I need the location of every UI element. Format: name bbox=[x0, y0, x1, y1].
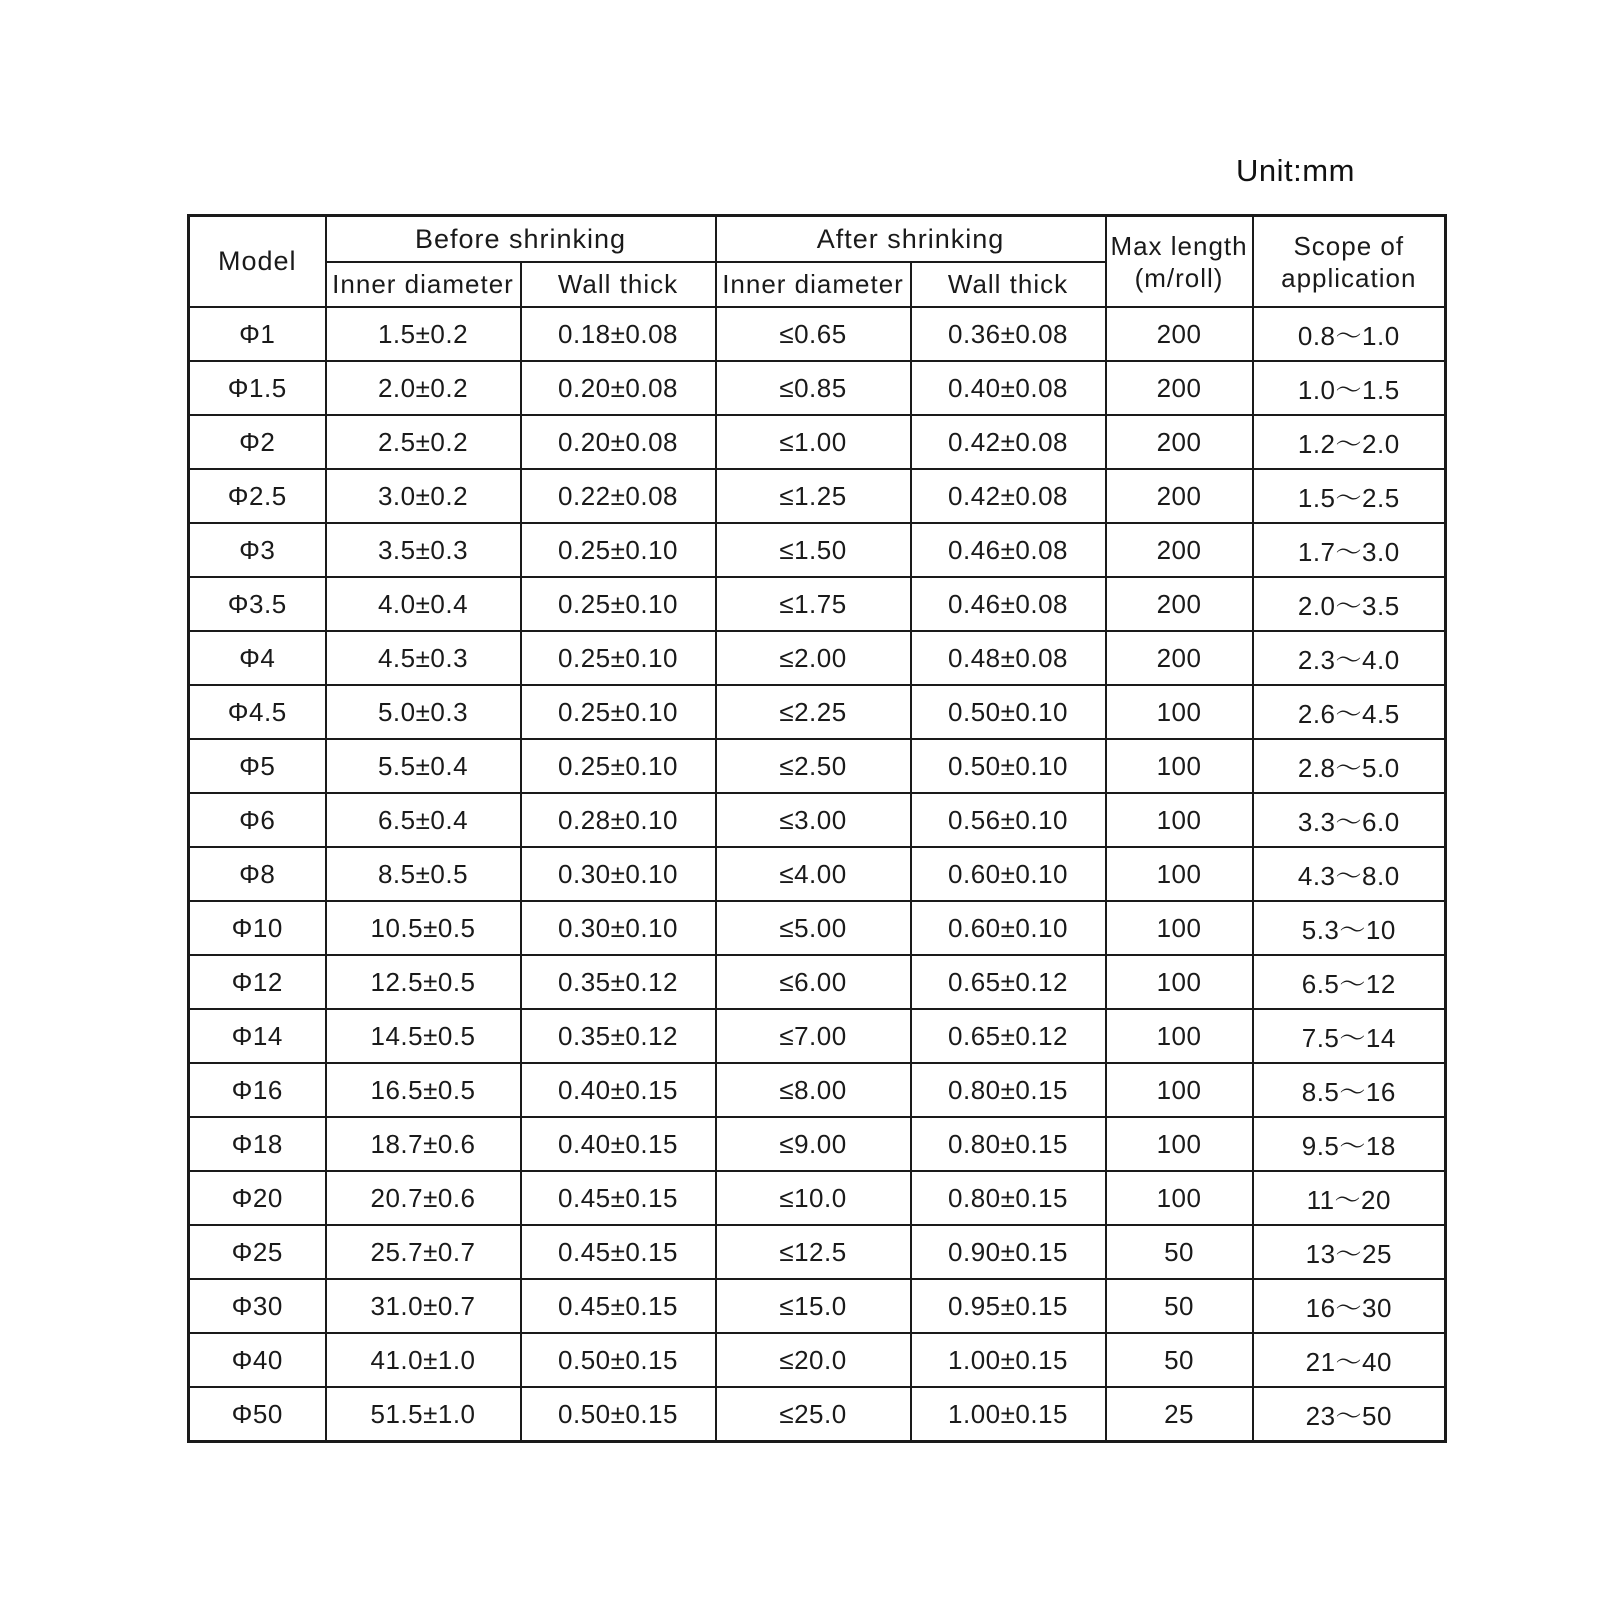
cell-after-wall-thick: 0.48±0.08 bbox=[911, 631, 1106, 685]
table-row bbox=[189, 1171, 1446, 1225]
cell-after-wall-thick: 0.90±0.15 bbox=[911, 1225, 1106, 1279]
cell-model: Φ4 bbox=[189, 631, 326, 685]
cell-model: Φ16 bbox=[189, 1063, 326, 1117]
cell-before-wall-thick: 0.28±0.10 bbox=[521, 793, 716, 847]
cell-after-inner-diameter: ≤0.65 bbox=[716, 307, 911, 361]
header-model: Model bbox=[189, 216, 326, 308]
cell-model: Φ3.5 bbox=[189, 577, 326, 631]
cell-scope: 5.3～10 bbox=[1253, 901, 1446, 955]
cell-max-length: 50 bbox=[1106, 1225, 1253, 1279]
cell-after-inner-diameter: ≤15.0 bbox=[716, 1279, 911, 1333]
cell-before-wall-thick: 0.25±0.10 bbox=[521, 739, 716, 793]
cell-max-length: 200 bbox=[1106, 415, 1253, 469]
header-before-shrinking: Before shrinking bbox=[326, 216, 716, 263]
cell-model: Φ10 bbox=[189, 901, 326, 955]
cell-before-wall-thick: 0.50±0.15 bbox=[521, 1387, 716, 1442]
cell-after-inner-diameter: ≤2.00 bbox=[716, 631, 911, 685]
table-row bbox=[189, 1333, 1446, 1387]
cell-after-inner-diameter: ≤0.85 bbox=[716, 361, 911, 415]
cell-before-wall-thick: 0.35±0.12 bbox=[521, 1009, 716, 1063]
cell-scope: 2.8～5.0 bbox=[1253, 739, 1446, 793]
cell-model: Φ4.5 bbox=[189, 685, 326, 739]
table-row bbox=[189, 1009, 1446, 1063]
table-row bbox=[189, 1387, 1446, 1442]
cell-before-wall-thick: 0.18±0.08 bbox=[521, 307, 716, 361]
cell-scope: 1.0～1.5 bbox=[1253, 361, 1446, 415]
cell-scope: 8.5～16 bbox=[1253, 1063, 1446, 1117]
cell-after-wall-thick: 0.65±0.12 bbox=[911, 955, 1106, 1009]
cell-max-length: 200 bbox=[1106, 361, 1253, 415]
cell-before-wall-thick: 0.40±0.15 bbox=[521, 1117, 716, 1171]
cell-before-wall-thick: 0.20±0.08 bbox=[521, 415, 716, 469]
cell-after-inner-diameter: ≤4.00 bbox=[716, 847, 911, 901]
cell-after-inner-diameter: ≤3.00 bbox=[716, 793, 911, 847]
cell-max-length: 200 bbox=[1106, 523, 1253, 577]
cell-after-inner-diameter: ≤12.5 bbox=[716, 1225, 911, 1279]
cell-scope: 23～50 bbox=[1253, 1387, 1446, 1442]
cell-model: Φ5 bbox=[189, 739, 326, 793]
cell-after-inner-diameter: ≤5.00 bbox=[716, 901, 911, 955]
cell-max-length: 50 bbox=[1106, 1333, 1253, 1387]
header-row-top bbox=[189, 216, 1446, 263]
cell-after-wall-thick: 1.00±0.15 bbox=[911, 1387, 1106, 1442]
cell-max-length: 50 bbox=[1106, 1279, 1253, 1333]
cell-after-wall-thick: 0.60±0.10 bbox=[911, 847, 1106, 901]
cell-scope: 0.8～1.0 bbox=[1253, 307, 1446, 361]
cell-max-length: 100 bbox=[1106, 793, 1253, 847]
cell-before-wall-thick: 0.20±0.08 bbox=[521, 361, 716, 415]
cell-max-length: 200 bbox=[1106, 577, 1253, 631]
cell-model: Φ8 bbox=[189, 847, 326, 901]
cell-scope: 13～25 bbox=[1253, 1225, 1446, 1279]
cell-model: Φ30 bbox=[189, 1279, 326, 1333]
unit-label: Unit:mm bbox=[1236, 153, 1355, 188]
header-max-length-line1: Max length bbox=[1110, 230, 1248, 261]
cell-after-inner-diameter: ≤25.0 bbox=[716, 1387, 911, 1442]
cell-model: Φ20 bbox=[189, 1171, 326, 1225]
cell-after-wall-thick: 0.80±0.15 bbox=[911, 1117, 1106, 1171]
cell-before-wall-thick: 0.22±0.08 bbox=[521, 469, 716, 523]
cell-scope: 6.5～12 bbox=[1253, 955, 1446, 1009]
cell-before-inner-diameter: 12.5±0.5 bbox=[326, 955, 521, 1009]
cell-before-inner-diameter: 18.7±0.6 bbox=[326, 1117, 521, 1171]
cell-before-inner-diameter: 20.7±0.6 bbox=[326, 1171, 521, 1225]
cell-before-wall-thick: 0.45±0.15 bbox=[521, 1279, 716, 1333]
table-row bbox=[189, 577, 1446, 631]
cell-before-inner-diameter: 6.5±0.4 bbox=[326, 793, 521, 847]
cell-after-inner-diameter: ≤1.50 bbox=[716, 523, 911, 577]
table-row bbox=[189, 361, 1446, 415]
cell-model: Φ12 bbox=[189, 955, 326, 1009]
cell-after-wall-thick: 0.80±0.15 bbox=[911, 1171, 1106, 1225]
table-row bbox=[189, 739, 1446, 793]
cell-model: Φ1.5 bbox=[189, 361, 326, 415]
cell-scope: 2.3～4.0 bbox=[1253, 631, 1446, 685]
header-after-inner-diameter: Inner diameter bbox=[716, 262, 911, 307]
cell-after-wall-thick: 0.40±0.08 bbox=[911, 361, 1106, 415]
cell-max-length: 100 bbox=[1106, 847, 1253, 901]
cell-scope: 16～30 bbox=[1253, 1279, 1446, 1333]
cell-after-inner-diameter: ≤2.25 bbox=[716, 685, 911, 739]
cell-before-wall-thick: 0.25±0.10 bbox=[521, 631, 716, 685]
cell-after-inner-diameter: ≤20.0 bbox=[716, 1333, 911, 1387]
cell-before-inner-diameter: 10.5±0.5 bbox=[326, 901, 521, 955]
cell-after-wall-thick: 0.50±0.10 bbox=[911, 685, 1106, 739]
cell-before-inner-diameter: 3.5±0.3 bbox=[326, 523, 521, 577]
cell-scope: 3.3～6.0 bbox=[1253, 793, 1446, 847]
cell-model: Φ25 bbox=[189, 1225, 326, 1279]
cell-after-inner-diameter: ≤6.00 bbox=[716, 955, 911, 1009]
cell-after-wall-thick: 1.00±0.15 bbox=[911, 1333, 1106, 1387]
cell-before-wall-thick: 0.25±0.10 bbox=[521, 577, 716, 631]
cell-before-wall-thick: 0.45±0.15 bbox=[521, 1171, 716, 1225]
cell-scope: 1.5～2.5 bbox=[1253, 469, 1446, 523]
header-max-length bbox=[1106, 216, 1253, 308]
header-after-wall-thick: Wall thick bbox=[911, 262, 1106, 307]
cell-before-wall-thick: 0.50±0.15 bbox=[521, 1333, 716, 1387]
table-row bbox=[189, 415, 1446, 469]
table-row bbox=[189, 793, 1446, 847]
header-before-inner-diameter: Inner diameter bbox=[326, 262, 521, 307]
cell-model: Φ50 bbox=[189, 1387, 326, 1442]
table-row bbox=[189, 1117, 1446, 1171]
cell-before-inner-diameter: 4.5±0.3 bbox=[326, 631, 521, 685]
cell-model: Φ2 bbox=[189, 415, 326, 469]
table-row bbox=[189, 307, 1446, 361]
cell-scope: 1.2～2.0 bbox=[1253, 415, 1446, 469]
cell-after-wall-thick: 0.46±0.08 bbox=[911, 577, 1106, 631]
cell-before-wall-thick: 0.40±0.15 bbox=[521, 1063, 716, 1117]
cell-model: Φ1 bbox=[189, 307, 326, 361]
cell-scope: 2.0～3.5 bbox=[1253, 577, 1446, 631]
cell-model: Φ18 bbox=[189, 1117, 326, 1171]
cell-max-length: 100 bbox=[1106, 685, 1253, 739]
cell-max-length: 25 bbox=[1106, 1387, 1253, 1442]
cell-before-inner-diameter: 14.5±0.5 bbox=[326, 1009, 521, 1063]
table-row bbox=[189, 955, 1446, 1009]
cell-before-inner-diameter: 51.5±1.0 bbox=[326, 1387, 521, 1442]
cell-max-length: 100 bbox=[1106, 901, 1253, 955]
cell-before-inner-diameter: 1.5±0.2 bbox=[326, 307, 521, 361]
table-row bbox=[189, 469, 1446, 523]
cell-before-inner-diameter: 5.5±0.4 bbox=[326, 739, 521, 793]
cell-after-wall-thick: 0.50±0.10 bbox=[911, 739, 1106, 793]
cell-after-wall-thick: 0.65±0.12 bbox=[911, 1009, 1106, 1063]
cell-max-length: 200 bbox=[1106, 631, 1253, 685]
cell-after-inner-diameter: ≤7.00 bbox=[716, 1009, 911, 1063]
cell-before-wall-thick: 0.25±0.10 bbox=[521, 685, 716, 739]
cell-max-length: 100 bbox=[1106, 739, 1253, 793]
cell-scope: 21～40 bbox=[1253, 1333, 1446, 1387]
cell-before-wall-thick: 0.30±0.10 bbox=[521, 847, 716, 901]
cell-before-inner-diameter: 8.5±0.5 bbox=[326, 847, 521, 901]
cell-model: Φ40 bbox=[189, 1333, 326, 1387]
cell-after-inner-diameter: ≤1.00 bbox=[716, 415, 911, 469]
spec-table bbox=[187, 214, 1447, 1443]
cell-before-wall-thick: 0.25±0.10 bbox=[521, 523, 716, 577]
table-row bbox=[189, 1279, 1446, 1333]
cell-after-wall-thick: 0.42±0.08 bbox=[911, 415, 1106, 469]
cell-after-inner-diameter: ≤1.25 bbox=[716, 469, 911, 523]
cell-before-inner-diameter: 4.0±0.4 bbox=[326, 577, 521, 631]
spec-table-body bbox=[189, 307, 1446, 1442]
cell-scope: 11～20 bbox=[1253, 1171, 1446, 1225]
header-before-wall-thick: Wall thick bbox=[521, 262, 716, 307]
table-row bbox=[189, 685, 1446, 739]
table-row bbox=[189, 847, 1446, 901]
cell-before-wall-thick: 0.35±0.12 bbox=[521, 955, 716, 1009]
header-scope-line2: application bbox=[1281, 262, 1417, 293]
cell-before-inner-diameter: 5.0±0.3 bbox=[326, 685, 521, 739]
cell-before-inner-diameter: 2.0±0.2 bbox=[326, 361, 521, 415]
cell-before-inner-diameter: 2.5±0.2 bbox=[326, 415, 521, 469]
cell-max-length: 200 bbox=[1106, 307, 1253, 361]
cell-max-length: 100 bbox=[1106, 955, 1253, 1009]
header-max-length-line2: (m/roll) bbox=[1134, 262, 1224, 293]
cell-after-wall-thick: 0.56±0.10 bbox=[911, 793, 1106, 847]
cell-max-length: 100 bbox=[1106, 1009, 1253, 1063]
header-after-shrinking: After shrinking bbox=[716, 216, 1106, 263]
cell-after-inner-diameter: ≤2.50 bbox=[716, 739, 911, 793]
cell-scope: 7.5～14 bbox=[1253, 1009, 1446, 1063]
cell-after-inner-diameter: ≤1.75 bbox=[716, 577, 911, 631]
cell-model: Φ2.5 bbox=[189, 469, 326, 523]
cell-max-length: 100 bbox=[1106, 1171, 1253, 1225]
header-scope-line1: Scope of bbox=[1293, 230, 1405, 261]
table-row bbox=[189, 901, 1446, 955]
cell-after-wall-thick: 0.80±0.15 bbox=[911, 1063, 1106, 1117]
cell-scope: 1.7～3.0 bbox=[1253, 523, 1446, 577]
cell-before-wall-thick: 0.30±0.10 bbox=[521, 901, 716, 955]
cell-after-inner-diameter: ≤9.00 bbox=[716, 1117, 911, 1171]
cell-max-length: 200 bbox=[1106, 469, 1253, 523]
cell-after-wall-thick: 0.46±0.08 bbox=[911, 523, 1106, 577]
table-row bbox=[189, 523, 1446, 577]
cell-before-wall-thick: 0.45±0.15 bbox=[521, 1225, 716, 1279]
cell-after-wall-thick: 0.95±0.15 bbox=[911, 1279, 1106, 1333]
cell-after-wall-thick: 0.36±0.08 bbox=[911, 307, 1106, 361]
cell-scope: 9.5～18 bbox=[1253, 1117, 1446, 1171]
cell-before-inner-diameter: 41.0±1.0 bbox=[326, 1333, 521, 1387]
cell-before-inner-diameter: 16.5±0.5 bbox=[326, 1063, 521, 1117]
cell-scope: 2.6～4.5 bbox=[1253, 685, 1446, 739]
cell-model: Φ14 bbox=[189, 1009, 326, 1063]
cell-after-wall-thick: 0.60±0.10 bbox=[911, 901, 1106, 955]
cell-before-inner-diameter: 3.0±0.2 bbox=[326, 469, 521, 523]
header-scope bbox=[1253, 216, 1446, 308]
table-row bbox=[189, 1063, 1446, 1117]
cell-max-length: 100 bbox=[1106, 1063, 1253, 1117]
cell-model: Φ6 bbox=[189, 793, 326, 847]
table-row bbox=[189, 631, 1446, 685]
cell-after-wall-thick: 0.42±0.08 bbox=[911, 469, 1106, 523]
cell-scope: 4.3～8.0 bbox=[1253, 847, 1446, 901]
table-row bbox=[189, 1225, 1446, 1279]
cell-before-inner-diameter: 31.0±0.7 bbox=[326, 1279, 521, 1333]
cell-model: Φ3 bbox=[189, 523, 326, 577]
cell-after-inner-diameter: ≤10.0 bbox=[716, 1171, 911, 1225]
cell-max-length: 100 bbox=[1106, 1117, 1253, 1171]
cell-after-inner-diameter: ≤8.00 bbox=[716, 1063, 911, 1117]
cell-before-inner-diameter: 25.7±0.7 bbox=[326, 1225, 521, 1279]
